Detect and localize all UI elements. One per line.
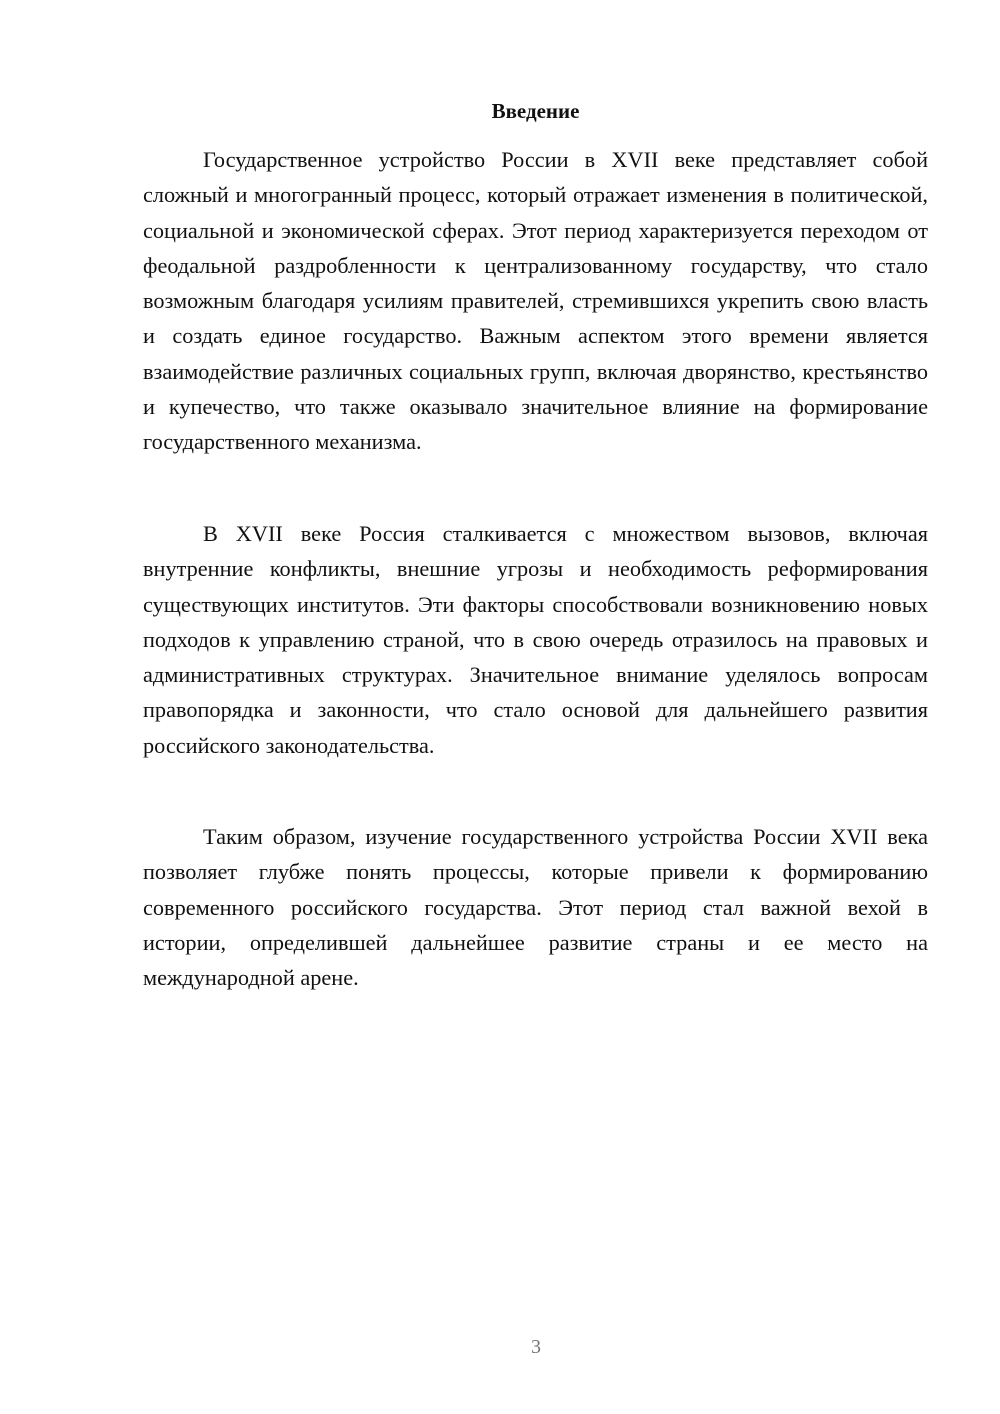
page-number: 3 xyxy=(531,1336,541,1358)
paragraph-2: В XVII веке Россия сталкивается с множеством вызовов, включая внутренние конфликты, внешние угрозы и необходимость реформирования существующих институтов. Эти факторы способствовали возникновению новых подходов к управлению страной, что в свою очередь отразилось на правовых и административных структурах. Значительное внимание уделялось вопросам правопорядка и законности, что стало основой для дальнейшего развития российского законодательства. xyxy=(143,521,928,758)
paragraph-1: Государственное устройство России в XVII веке представляет собой сложный и многогранный процесс, который отражает изменения в политической, социальной и экономической сферах. Этот период характеризуется переходом от феодальной раздробленности к централизованному государству, что стало возможным благодаря усилиям правителей, стремившихся укрепить свою власть и создать единое государство. Важным аспектом этого времени является взаимодействие различных социальных групп, включая дворянство, крестьянство и купечество, что также оказывало значительное влияние на формирование государственного механизма. xyxy=(143,147,928,455)
section-title: Введение xyxy=(491,99,580,123)
paragraph-3: Таким образом, изучение государственного устройства России XVII века позволяет глубже понять процессы, которые привели к формированию современного российского государства. Этот период стал важной вехой в истории, определившей дальнейшее развитие страны и ее место на международной арене. xyxy=(143,824,928,991)
